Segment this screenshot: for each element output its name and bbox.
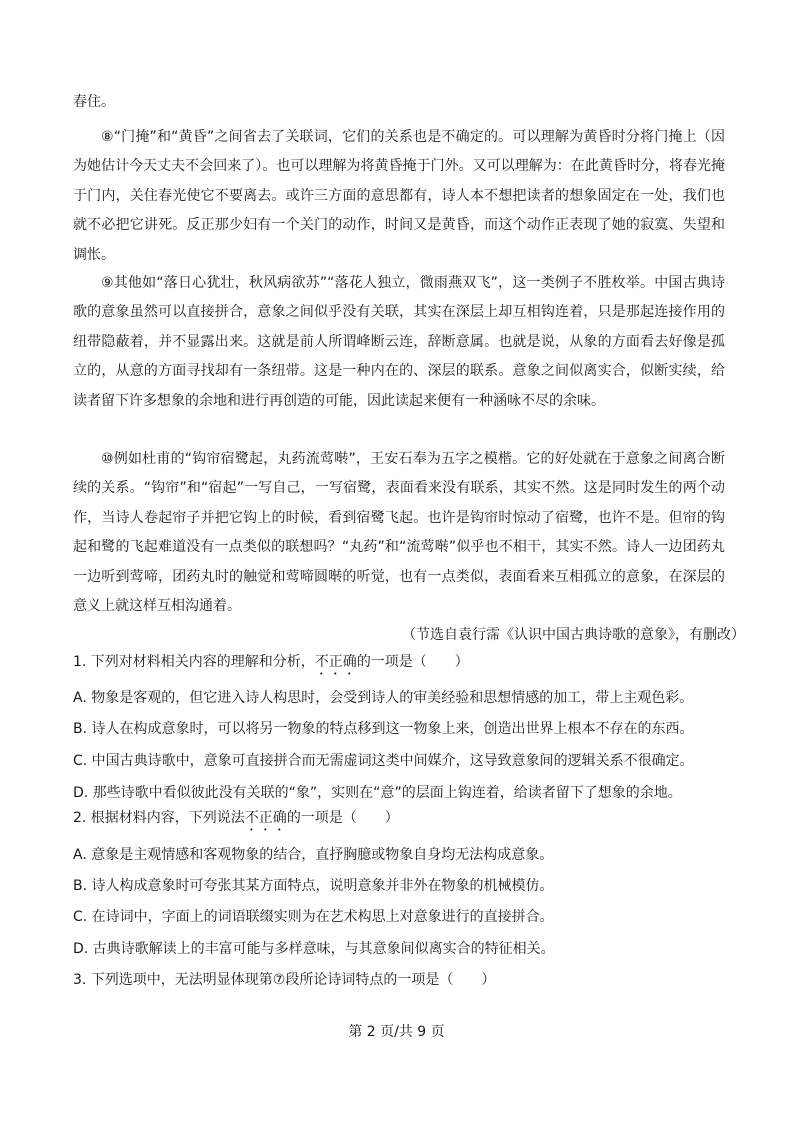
question-1-emphasis: 不正确 [314, 654, 357, 670]
paragraph-8: ⑧“门掩”和“黄昏”之间省去了关联词，它们的关系也是不确定的。可以理解为黄昏时分将门掩上（因为她估计今天丈夫不会回来了）。也可以理解为将黄昏掩于门外。又可以理解为：在此黄昏时分，将春光掩于门内，关住春光使它不要离去。或许三方面的意思都有，诗人本不想把读者的想象固定在一处，我们也就不必把它讲死。反正那少妇有一个关门的动作，时间又是黄昏，而这个动作正表现了她的寂寞、失望和调怅。 [73, 129, 725, 263]
question-2 [73, 808, 753, 834]
question-1-suffix: 的一项是（ ） [356, 654, 469, 670]
question-1-option-a: A. 物象是客观的，但它进入诗人构思时，会受到诗人的审美经验和思想情感的加工，带上主观色彩。 [73, 690, 694, 706]
question-1-option-b: B. 诗人在构成意象时，可以将另一物象的特点移到这一物象上来，创造出世界上根本不存在的东西。 [73, 721, 694, 737]
question-2-prefix: 2. 根据材料内容，下列说法 [73, 810, 245, 826]
source-citation: （节选自袁行霈《认识中国古典诗歌的意象》，有删改） [402, 627, 745, 643]
question-2-suffix: 的一项是（ ） [286, 810, 399, 826]
paragraph-9: ⑨其他如“落日心犹壮，秋风病欲苏”“落花人独立，微雨燕双飞”，这一类例子不胜枚举。中国古典诗歌的意象虽然可以直接拼合，意象之间似乎没有关联，其实在深层上却互相钩连着，只是那起连接作用的纽带隐蔽着，并不显露出来。这就是前人所谓峰断云连，辞断意属。也就是说，从象的方面看去好像是孤立的，从意的方面寻找却有一条纽带。这是一种内在的、深层的联系。意象之间似离实合，似断实续，给读者留下许多想象的余地和进行再创造的可能，因此读起来便有一种涵咏不尽的余味。 [73, 275, 725, 409]
question-1-prefix: 1. 下列对材料相关内容的理解和分析， [73, 654, 315, 670]
paragraph-tail: 春住。 [73, 94, 115, 110]
question-1-option-d: D. 那些诗歌中看似彼此没有关联的“象”，实则在“意”的层面上钩连着，给读者留下了想象的余地。 [73, 785, 682, 801]
question-2-emphasis: 不正确 [244, 810, 287, 826]
page-footer: 第 2 页/共 9 页 [348, 1024, 445, 1040]
question-2-option-d: D. 古典诗歌解读上的丰富可能与多样意味，与其意象间似离实合的特征相关。 [73, 941, 555, 957]
question-2-option-b: B. 诗人构成意象时可夸张其某方面特点，说明意象并非外在物象的机械模仿。 [73, 878, 554, 894]
question-2-option-a: A. 意象是主观情感和客观物象的结合，直抒胸臆或物象自身均无法构成意象。 [73, 847, 554, 863]
question-1-option-c: C. 中国古典诗歌中，意象可直接拼合而无需虚词这类中间媒介，这导致意象间的逻辑关系不很确定。 [73, 753, 694, 769]
question-1 [73, 652, 753, 678]
paragraph-10: ⑩例如杜甫的“钩帘宿鹭起，丸药流莺啭”，王安石奉为五字之模楷。它的好处就在于意象之间离合断续的关系。“钩帘”和“宿起”一写自己，一写宿鹭，表面看来没有联系，其实不然。这是同时发生的两个动作，当诗人卷起帘子并把它钩上的时候，看到宿鹭飞起。也许是钩帘时惊动了宿鹭，也许不是。但帘的钩起和鹭的飞起难道没有一点类似的联想吗？“丸药”和“流莺啭”似乎也不相干，其实不然。诗人一边团药丸一边听到莺啼，团药丸时的触觉和莺啼圆啭的听觉，也有一点类似，表面看来互相孤立的意象，在深层的意义上就这样互相沟通着。 [73, 451, 725, 615]
question-3: 3. 下列选项中，无法明显体现第⑦段所论诗词特点的一项是（ ） [73, 972, 496, 988]
question-2-option-c: C. 在诗词中，字面上的词语联缀实则为在艺术构思上对意象进行的直接拼合。 [73, 909, 554, 925]
